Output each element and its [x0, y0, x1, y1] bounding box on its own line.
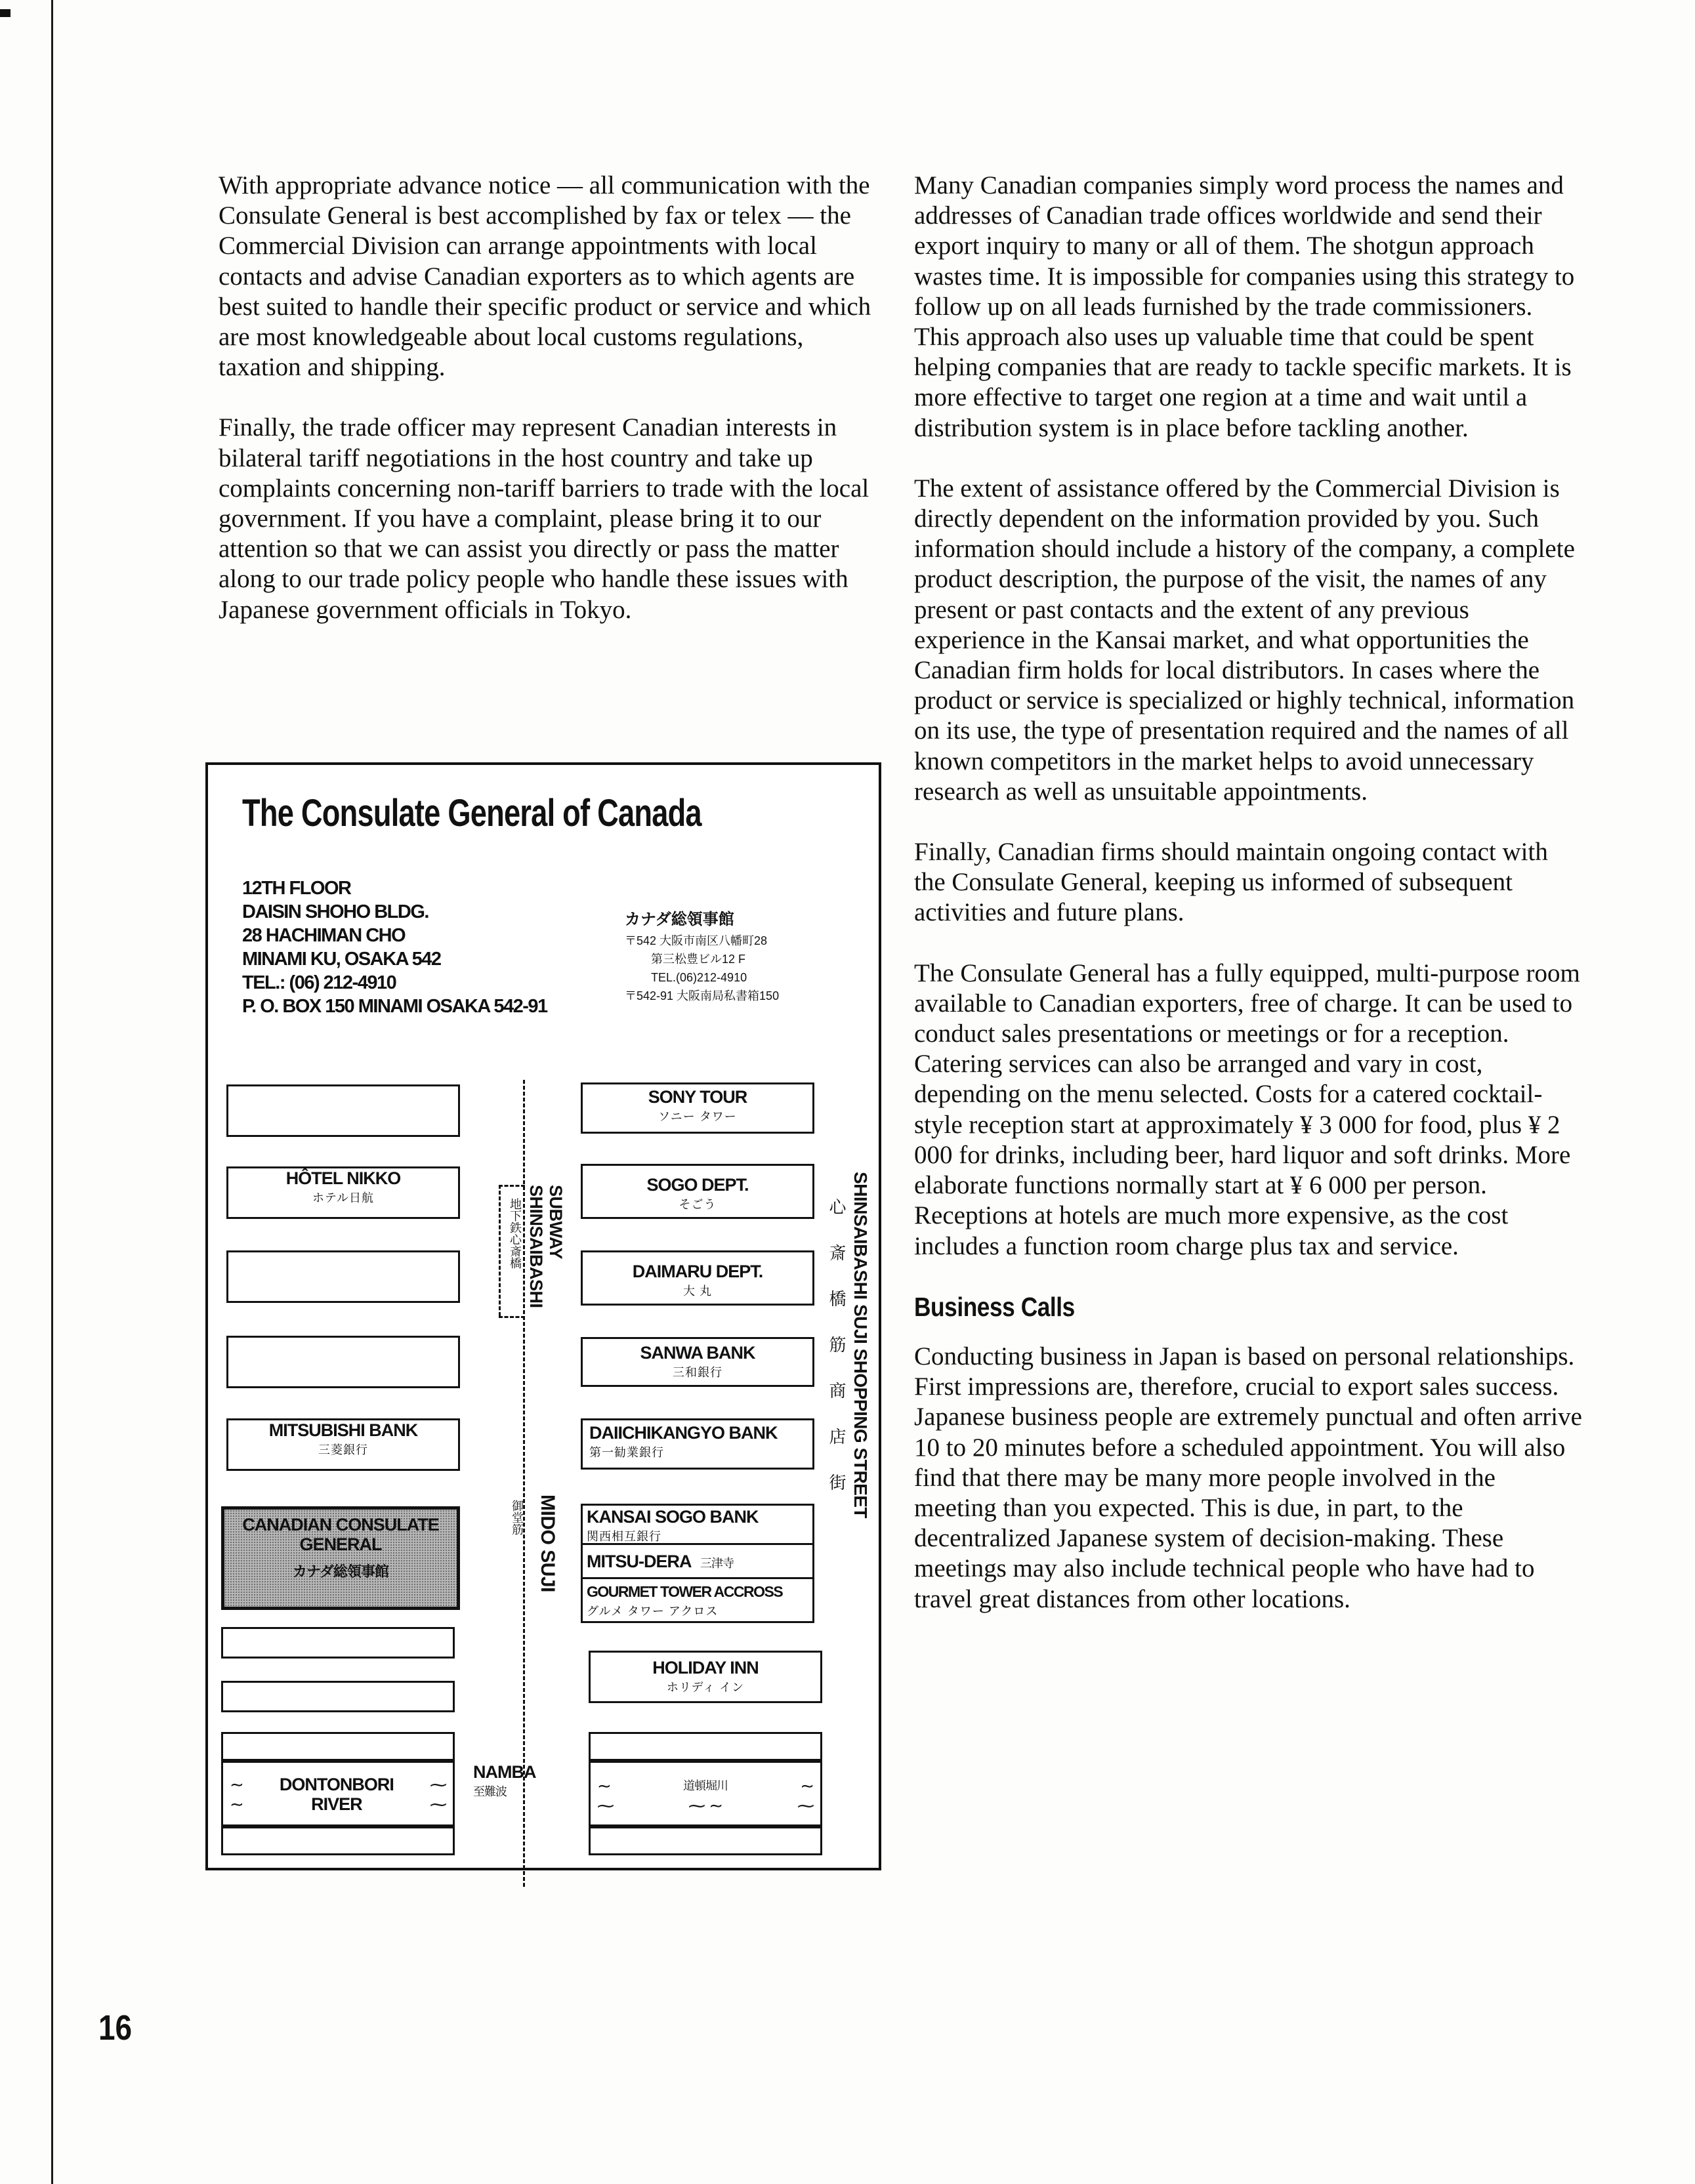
address-line: DAISIN SHOHO BLDG. [242, 901, 429, 922]
map-block-empty [221, 1826, 455, 1855]
map-block-empty [226, 1250, 460, 1303]
wave-icon: ⁓ [430, 1775, 446, 1794]
map-block-empty [226, 1084, 460, 1137]
subway-station-outline [499, 1185, 525, 1187]
margin-rule [51, 0, 53, 2184]
shopping-street-label: SHINSAIBASHI SUJI SHOPPING STREET [850, 1172, 871, 1519]
address-line: MINAMI KU, OSAKA 542 [242, 949, 441, 970]
map-block-stack [581, 1504, 814, 1623]
map-block-sogo-dept [581, 1164, 814, 1219]
wave-icon: ∼ [597, 1776, 611, 1796]
mitsubishi-bank-jp: 三菱銀行 [318, 1443, 368, 1456]
map-block-empty [221, 1681, 455, 1712]
paragraph-shotgun: Many Canadian companies simply word process the names and addresses of Canadian trade offices worldwide and send their export inquiry to many or all of them. The shotgun approach wastes time. It is impossible for companies using this strategy to follow up on all leads furnished by the trade commissioners. This approach also uses up valuable time that could be spent helping companies that are ready to tackle specific markets. It is more effective to target one region at a time and wait until a distribution system is in place before tackling another. [914, 171, 1575, 442]
wave-icon: ⁓ ∼ [688, 1796, 722, 1815]
gourmet-tower [583, 1579, 812, 1621]
address-line: TEL.: (06) 212-4910 [242, 972, 396, 993]
address-jp-line: 〒542 大阪市南区八幡町28 [625, 934, 768, 947]
address-line: 12TH FLOOR [242, 878, 351, 899]
hotel-nikko-label: HÔTEL NIKKO [285, 1168, 401, 1188]
mitsu-dera-label: MITSU-DERA [587, 1552, 691, 1571]
mitsu-dera-jp: 三津寺 [700, 1557, 734, 1570]
map-block-empty [221, 1627, 455, 1659]
paragraph-business-calls: Conducting business in Japan is based on personal relationships. First impressions are, therefore, crucial to export sales success. Japanese business people are extremely punctual and often arrive 10 to 20 minutes before a scheduled appointment. You will also find that there may be many more people involved in the meeting than you expected. This is due, in part, to the decentralized Japanese system of decision-making. These meetings may also include technical people who have had to travel great distances from other locations. [914, 1342, 1582, 1613]
sony-tour-jp: ソニー タワー [658, 1110, 737, 1123]
consulate-label-line2: GENERAL [299, 1535, 382, 1554]
paragraph-multi-purpose-room: The Consulate General has a fully equipped, multi-purpose room available to Canadian exporters, free of charge. It can be used to conduct sales presentations or meetings or for a reception. Catering services can also be arranged and vary in cost, depending on the menu selected. Costs for a catered cocktail-style reception start at approximately ¥ 3 000 for food, plus ¥ 2 000 for drinks, including beer, hard liquor and soft drinks. More elaborate functions normally start at ¥ 6 000 per person. Receptions at hotels are much more expensive, as the cost includes a function room charge plus tax and service. [914, 958, 1580, 1260]
address-line: 28 HACHIMAN CHO [242, 925, 406, 946]
mido-suji-jp-label: 御堂筋 [511, 1500, 524, 1535]
paragraph-advance-notice: With appropriate advance notice — all communication with the Consulate General is best accomplished by fax or telex — the Commercial Division can arrange appointments with local contacts and advise Canadian exporters as to which agents are best suited to handle their specific product or service and which are most knowledgeable about local customs regulations, taxation and shipping. [219, 171, 871, 382]
river-row [223, 1775, 453, 1794]
shinsaibashi-label: SHINSAIBASHI [526, 1185, 546, 1308]
map-block-daimaru-dept [581, 1250, 814, 1306]
wave-icon: ⁓ [597, 1796, 614, 1815]
holiday-inn-label: HOLIDAY INN [652, 1658, 759, 1678]
sanwa-bank-label: SANWA BANK [640, 1343, 755, 1363]
mido-suji-label: MIDO SUJI [537, 1494, 558, 1592]
kansai-sogo-bank-label: KANSAI SOGO BANK [587, 1507, 759, 1527]
wave-icon: ∼ [230, 1794, 243, 1814]
address-jp-name: カナダ総領事館 [625, 911, 734, 928]
mitsu-dera [583, 1545, 812, 1579]
consulate-label-line1: CANADIAN CONSULATE [242, 1515, 439, 1535]
wave-icon: ⁓ [797, 1796, 814, 1815]
paragraph-trade-officer: Finally, the trade officer may represent Canadian interests in bilateral tariff negotiations in the host country and take up complaints concerning non-tariff barriers to trade with the local government. If you have a complaint, please bring it to our attention so that we can assist you directly or pass the matter along to our trade policy people who handle these issues with Japanese government officials in Tokyo. [219, 413, 869, 624]
holiday-inn-jp: ホリディ イン [666, 1681, 745, 1694]
map-block-river-right [589, 1761, 822, 1826]
kansai-sogo-bank-jp: 関西相互銀行 [587, 1530, 661, 1543]
map-block-empty [226, 1336, 460, 1388]
sogo-dept-label: SOGO DEPT. [646, 1175, 749, 1195]
map-block-empty [589, 1732, 822, 1761]
subway-station-outline [499, 1316, 525, 1318]
map-block-daiichikangyo-bank [581, 1418, 814, 1470]
page-number: 16 [98, 2008, 133, 2048]
consulate-label-jp: カナダ総領事館 [293, 1563, 388, 1580]
map-block-mitsubishi-bank [226, 1418, 460, 1471]
sony-tour-label: SONY TOUR [648, 1087, 747, 1107]
map-block-empty [589, 1826, 822, 1855]
map-block-empty [221, 1732, 455, 1761]
namba-text: NAMBA [473, 1762, 536, 1782]
map-block-canadian-consulate [221, 1506, 460, 1610]
address-english [242, 876, 547, 1018]
map-block-sanwa-bank [581, 1337, 814, 1387]
river-row [591, 1776, 820, 1796]
daimaru-dept-jp: 大 丸 [682, 1285, 712, 1298]
address-japanese [625, 911, 779, 1005]
hotel-nikko-jp: ホテル日航 [312, 1191, 375, 1205]
subway-jp-label: 地下鉄心斎橋 [509, 1198, 522, 1269]
daiichikangyo-bank-label: DAIICHIKANGYO BANK [589, 1423, 778, 1443]
address-jp-line: 第三松豊ビル12 F [651, 953, 746, 966]
river-row [591, 1796, 820, 1815]
wave-icon: ∼ [800, 1776, 814, 1796]
river-jp-label: 道頓堀川 [683, 1779, 728, 1792]
left-column [219, 171, 885, 655]
subway-station-outline [499, 1185, 501, 1316]
right-column [914, 171, 1583, 1645]
wave-icon: ∼ [230, 1775, 243, 1794]
paragraph-ongoing-contact: Finally, Canadian firms should maintain ongoing contact with the Consulate General, keeping us informed of subsequent activities and future plans. [914, 838, 1548, 927]
river-row [223, 1794, 453, 1814]
daimaru-dept-label: DAIMARU DEPT. [632, 1262, 763, 1281]
subway-label: SUBWAY [546, 1185, 566, 1260]
mitsubishi-bank-label: MITSUBISHI BANK [268, 1420, 418, 1440]
map-block-dontonbori-river [221, 1761, 455, 1826]
namba-jp: 至難波 [473, 1785, 507, 1798]
map-block-hotel-nikko [226, 1166, 460, 1219]
wave-icon: ⁓ [429, 1794, 446, 1814]
daiichikangyo-bank-jp: 第一勧業銀行 [589, 1446, 664, 1459]
gourmet-tower-jp: グルメ タワー アクロス [587, 1605, 719, 1618]
river-label: RIVER [311, 1794, 362, 1814]
map-block-holiday-inn [589, 1651, 822, 1703]
address-line: P. O. BOX 150 MINAMI OSAKA 542-91 [242, 996, 547, 1017]
address-jp-line: 〒542-91 大阪南局私書箱150 [625, 989, 780, 1002]
gourmet-tower-label: GOURMET TOWER ACCROSS [587, 1583, 783, 1600]
namba-label [473, 1762, 536, 1800]
consulate-map [205, 762, 881, 1870]
sogo-dept-jp: そごう [679, 1198, 717, 1211]
sanwa-bank-jp: 三和銀行 [673, 1366, 722, 1379]
edge-mark [0, 9, 10, 17]
shopping-street-jp-label: 心斎橋筋商店街 [827, 1198, 847, 1519]
paragraph-assistance: The extent of assistance offered by the Commercial Division is directly dependent on the information provided by you. Such information should include a history of the company, a complete product description, the purpose of the visit, the names of any present or past contacts and the extent of any previous experience in the Kansai market, and what opportunities the Canadian firm holds for local distributors. In cases where the product or service is specialized or highly technical, information on its use, the type of presentation required and the names of all known competitors in the market helps to avoid unnecessary research as well as unsuitable appointments. [914, 474, 1575, 806]
dontonbori-label: DONTONBORI [279, 1775, 394, 1794]
map-title: The Consulate General of Canada [242, 792, 701, 834]
section-heading-business-calls: Business Calls [914, 1291, 1075, 1322]
address-jp-line: TEL.(06)212-4910 [651, 971, 747, 984]
map-block-sony-tour [581, 1082, 814, 1134]
kansai-sogo-bank [583, 1506, 812, 1545]
